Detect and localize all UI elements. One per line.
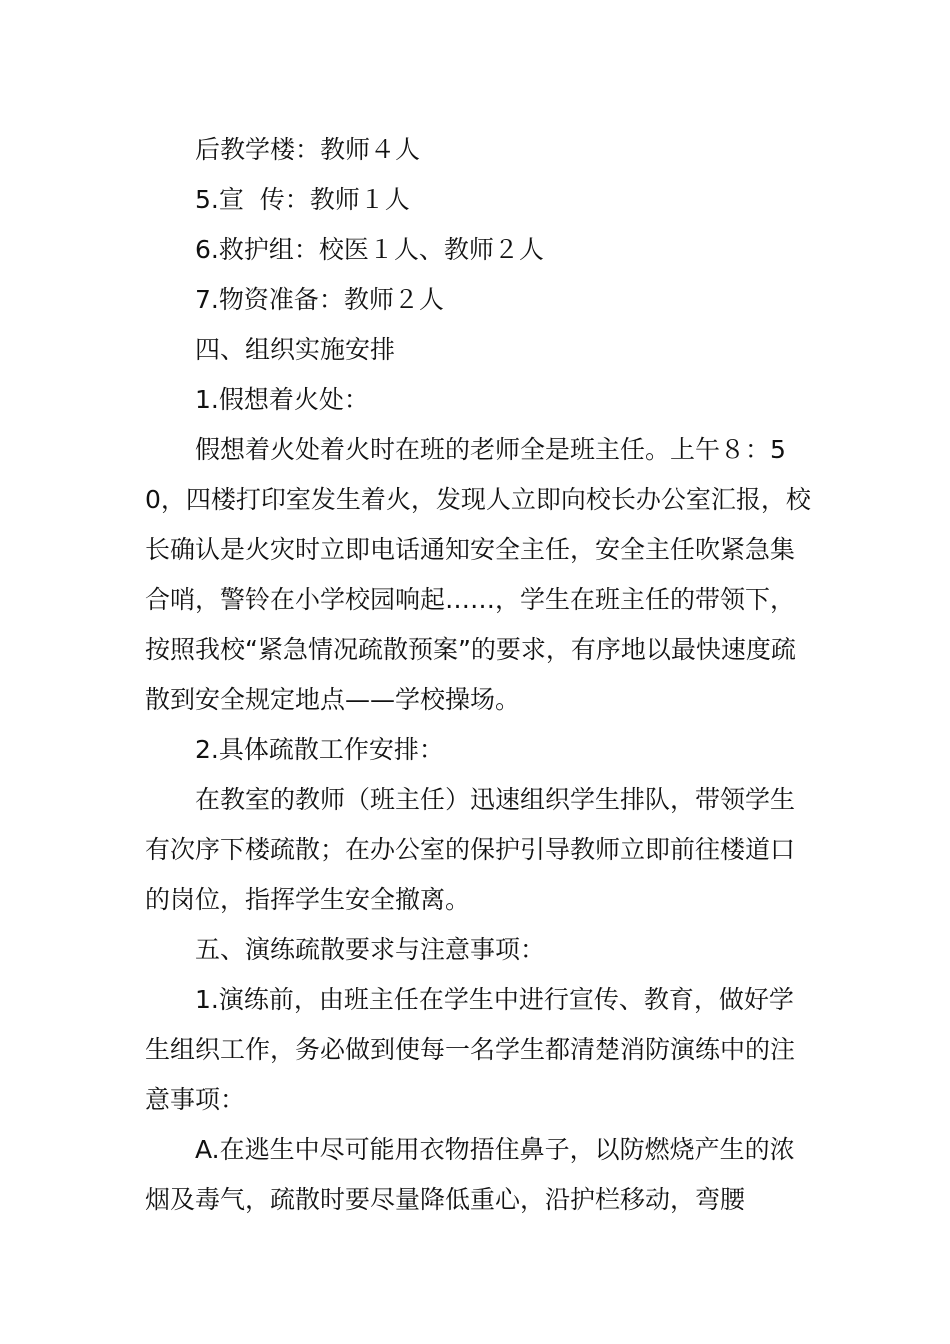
section-heading-requirements: 五、演练疏散要求与注意事项：: [195, 935, 546, 964]
line-supplies-staff: 7.物资准备：教师２人: [195, 285, 444, 314]
paragraph-fire-scenario: 假想着火处着火时在班的老师全是班主任。上午８：50，四楼打印室发生着火，发现人立即向校长办公室汇报，校长确认是火灾时立即电话通知安全主任，安全主任吹紧急集合哨，警铃在小学校园响起……，学生在班主任的带领下，按照我校“紧急情况疏散预案”的要求，有序地以最快速度疏散到安全规定地点——学校操场。: [145, 435, 811, 714]
subheading-fire-location: 1.假想着火处：: [195, 385, 369, 414]
subheading-evacuation-arrangement: 2.具体疏散工作安排：: [195, 735, 444, 764]
section-heading-implementation: 四、组织实施安排: [195, 335, 396, 364]
document-body: [145, 125, 815, 1225]
line-publicity-staff: 5.宣 传：教师１人: [195, 185, 410, 214]
line-rescue-team-staff: 6.救护组：校医１人、教师２人: [195, 235, 544, 264]
paragraph-evacuation-arrangement: 在教室的教师（班主任）迅速组织学生排队，带领学生有次序下楼疏散；在办公室的保护引导教师立即前往楼道口的岗位，指挥学生安全撤离。: [145, 785, 796, 914]
line-rear-building-staff: 后教学楼：教师４人: [195, 135, 421, 164]
paragraph-item-a: A.在逃生中尽可能用衣物捂住鼻子，以防燃烧产生的浓烟及毒气，疏散时要尽量降低重心，沿护栏移动，弯腰: [145, 1135, 795, 1214]
paragraph-pre-drill: 1.演练前，由班主任在学生中进行宣传、教育，做好学生组织工作，务必做到使每一名学生都清楚消防演练中的注意事项：: [145, 985, 796, 1114]
